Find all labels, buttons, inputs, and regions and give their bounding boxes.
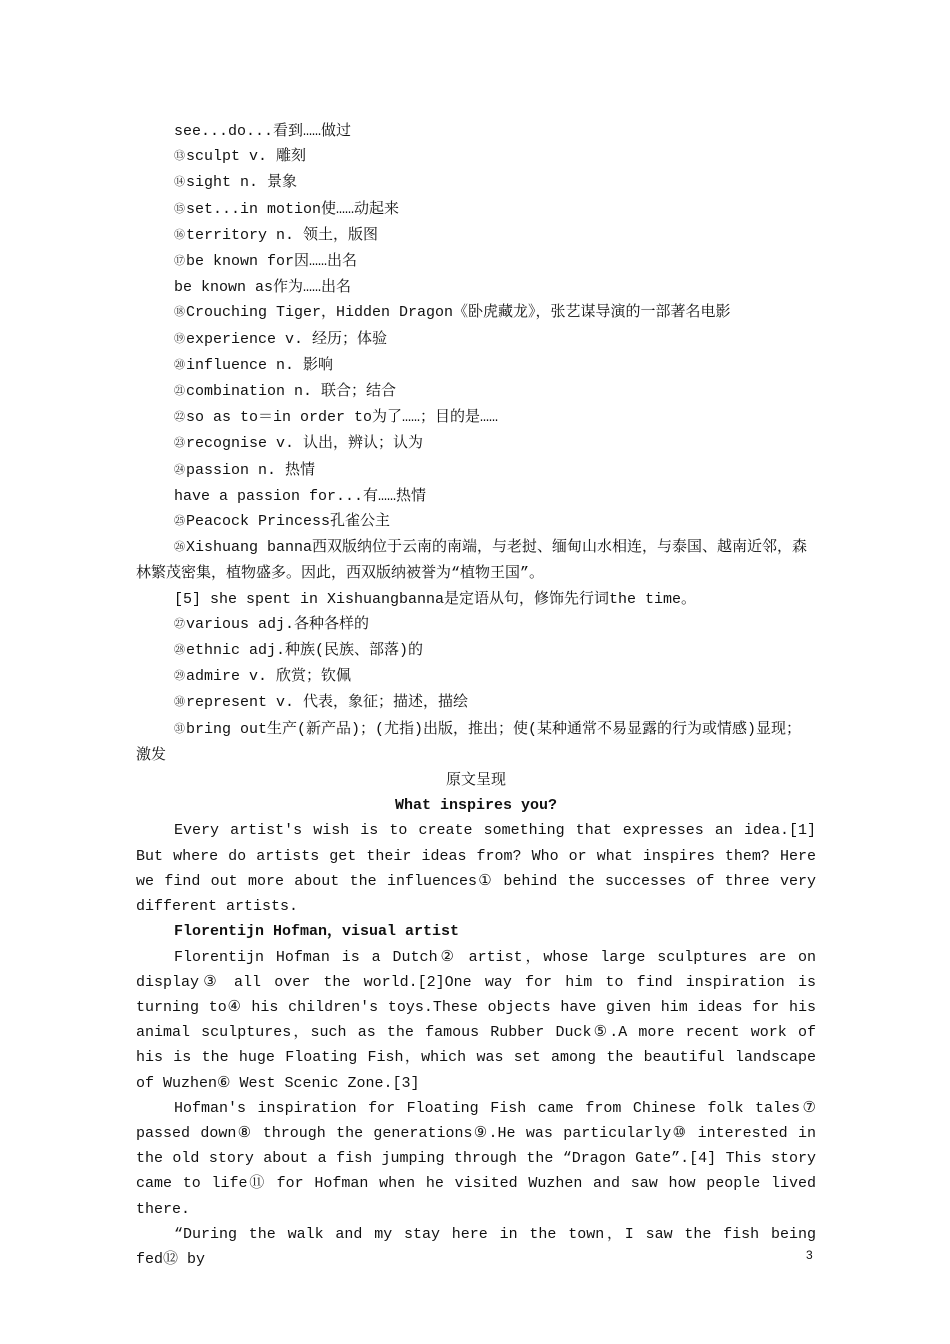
vocab-line: [5] she spent in Xishuangbanna是定语从句，修饰先行词the time。 xyxy=(174,590,697,608)
document-page xyxy=(136,119,816,1272)
article-paragraph: Hofman's inspiration for Floating Fish came from Chinese folk tales⑦ passed down⑧ through the generations⑨.He was particularly⑩ interested in the old story about a fish jumping through the “Dragon Gate”.[4] This story came to life⑪ for Hofman when he visited Wuzhen and saw how people lived there. xyxy=(136,1099,816,1218)
page-number: 3 xyxy=(806,1248,813,1262)
article-paragraph: “During the walk and my stay here in the town，I saw the fish being fed⑫ by xyxy=(136,1225,816,1268)
vocab-line: ㉒so as to＝in order to为了……；目的是…… xyxy=(174,409,499,427)
article-paragraph: Every artist's wish is to create something that expresses an idea.[1] But where do artists get their ideas from? Who or what inspires them? Here we find out more about the influences① behind the successes of three very different artists. xyxy=(136,822,816,916)
vocab-line: ⑰be known for因……出名 xyxy=(174,253,358,271)
vocab-line: ㉙admire v. 欣赏；钦佩 xyxy=(174,668,352,686)
vocab-line: ㉗various adj.各种各样的 xyxy=(174,615,370,633)
vocab-line: ⑯territory n. 领土，版图 xyxy=(174,226,379,244)
vocab-line: ㉖Xishuang banna西双版纳位于云南的南端，与老挝、缅甸山水相连，与泰国、越南近邻，森林繁茂密集，植物盛多。因此，西双版纳被誉为“植物王国”。 xyxy=(136,539,808,583)
vocab-line: ⑭sight n. 景象 xyxy=(174,174,298,192)
vocab-line: ㉑combination n. 联合；结合 xyxy=(174,383,397,401)
vocab-line: ⑳influence n. 影响 xyxy=(174,356,334,374)
vocab-line: ㉛bring out生产(新产品)；(尤指)出版，推出；使(某种通常不易显露的行为或情感)显现；激发 xyxy=(136,720,802,764)
section-title: 原文呈现 xyxy=(445,772,506,790)
vocab-line: ㉘ethnic adj.种族(民族、部落)的 xyxy=(174,642,424,660)
vocab-line: ㉓recognise v. 认出，辨认；认为 xyxy=(174,435,424,453)
article-paragraph: Florentijn Hofman is a Dutch② artist，whose large sculptures are on display③ all over the world.[2]One way for him to find inspiration is turning to④ his children's toys.These objects have given him ideas for his animal sculptures，such as the famous Rubber Duck⑤.A more recent work of his is the huge Floating Fish，which was set among the beautiful landscape of Wuzhen⑥ West Scenic Zone.[3] xyxy=(136,948,816,1092)
vocab-line: ㉔passion n. 热情 xyxy=(174,461,316,479)
vocab-line: ⑬sculpt v. 雕刻 xyxy=(174,148,307,166)
vocab-line: ⑱Crouching Tiger，Hidden Dragon《卧虎藏龙》，张艺谋导演的一部著名电影 xyxy=(174,304,731,322)
article-title: What inspires you? xyxy=(394,797,558,815)
artist-subheading: Florentijn Hofman，visual artist xyxy=(174,923,460,941)
vocab-line: ⑮set...in motion使……动起来 xyxy=(174,200,400,218)
vocab-line: ⑲experience v. 经历；体验 xyxy=(174,330,388,348)
vocab-line: see...do...看到……做过 xyxy=(174,123,352,140)
vocab-line: ㉕Peacock Princess孔雀公主 xyxy=(174,513,391,531)
vocab-line: ㉚represent v. 代表，象征；描述，描绘 xyxy=(174,694,469,712)
vocab-line: be known as作为……出名 xyxy=(174,279,352,297)
vocab-line: have a passion for...有……热情 xyxy=(174,487,427,505)
